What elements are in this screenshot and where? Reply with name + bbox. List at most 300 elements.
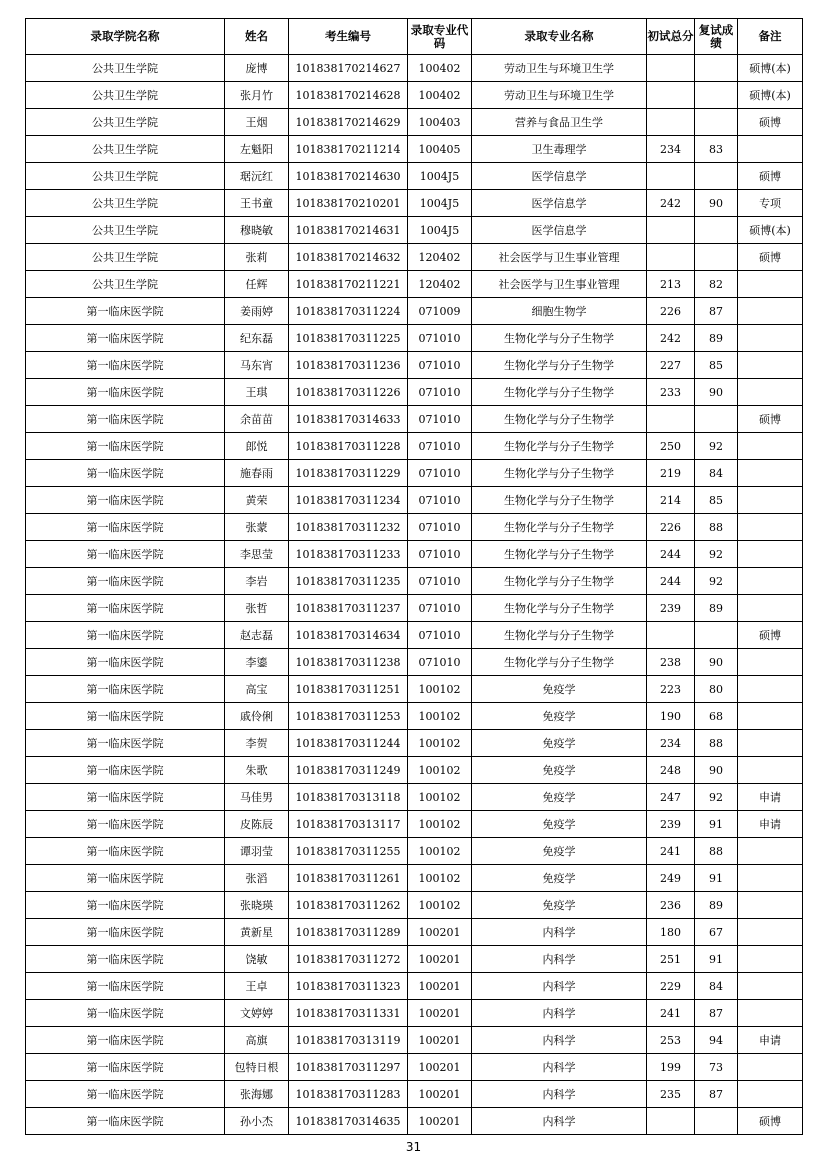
cell-initial-score: 234 — [647, 730, 695, 757]
cell-remarks — [738, 1081, 803, 1108]
cell-remarks — [738, 865, 803, 892]
cell-major-name: 内科学 — [472, 1027, 647, 1054]
cell-college: 公共卫生学院 — [26, 163, 225, 190]
cell-remarks — [738, 352, 803, 379]
cell-exam-id: 101838170311297 — [289, 1054, 408, 1081]
table-row — [26, 568, 803, 595]
cell-major-code: 100102 — [408, 784, 472, 811]
header-retest-score: 复试成绩 — [695, 19, 738, 55]
cell-exam-id: 101838170311224 — [289, 298, 408, 325]
cell-major-code: 100402 — [408, 82, 472, 109]
cell-initial-score: 219 — [647, 460, 695, 487]
table-row — [26, 298, 803, 325]
cell-name: 施春雨 — [225, 460, 289, 487]
cell-college: 第一临床医学院 — [26, 595, 225, 622]
table-row — [26, 109, 803, 136]
cell-retest-score: 90 — [695, 649, 738, 676]
cell-initial-score — [647, 406, 695, 433]
table-row — [26, 838, 803, 865]
cell-retest-score — [695, 163, 738, 190]
cell-retest-score: 84 — [695, 460, 738, 487]
cell-name: 琚沅红 — [225, 163, 289, 190]
cell-major-name: 劳动卫生与环境卫生学 — [472, 55, 647, 82]
cell-college: 第一临床医学院 — [26, 433, 225, 460]
cell-major-name: 免疫学 — [472, 703, 647, 730]
cell-remarks — [738, 757, 803, 784]
cell-name: 马佳男 — [225, 784, 289, 811]
table-row — [26, 433, 803, 460]
cell-college: 第一临床医学院 — [26, 730, 225, 757]
cell-major-code: 071010 — [408, 514, 472, 541]
cell-college: 第一临床医学院 — [26, 1054, 225, 1081]
cell-initial-score: 241 — [647, 838, 695, 865]
table-row — [26, 217, 803, 244]
cell-major-code: 120402 — [408, 244, 472, 271]
admissions-table — [25, 18, 803, 1135]
cell-retest-score — [695, 244, 738, 271]
cell-major-name: 生物化学与分子生物学 — [472, 379, 647, 406]
cell-initial-score: 253 — [647, 1027, 695, 1054]
cell-exam-id: 101838170311251 — [289, 676, 408, 703]
cell-college: 第一临床医学院 — [26, 352, 225, 379]
cell-exam-id: 101838170311272 — [289, 946, 408, 973]
cell-initial-score — [647, 622, 695, 649]
cell-major-name: 社会医学与卫生事业管理 — [472, 244, 647, 271]
cell-major-name: 内科学 — [472, 1108, 647, 1135]
cell-exam-id: 101838170314635 — [289, 1108, 408, 1135]
cell-remarks — [738, 298, 803, 325]
cell-name: 张哲 — [225, 595, 289, 622]
cell-retest-score: 88 — [695, 838, 738, 865]
cell-name: 郎悦 — [225, 433, 289, 460]
cell-major-code: 071010 — [408, 460, 472, 487]
cell-retest-score — [695, 622, 738, 649]
cell-remarks: 硕博 — [738, 163, 803, 190]
table-row — [26, 1000, 803, 1027]
cell-name: 王卓 — [225, 973, 289, 1000]
cell-name: 王书童 — [225, 190, 289, 217]
table-row — [26, 784, 803, 811]
cell-retest-score — [695, 82, 738, 109]
cell-initial-score — [647, 163, 695, 190]
cell-initial-score: 247 — [647, 784, 695, 811]
cell-college: 公共卫生学院 — [26, 109, 225, 136]
cell-name: 赵志磊 — [225, 622, 289, 649]
cell-college: 第一临床医学院 — [26, 514, 225, 541]
cell-retest-score: 90 — [695, 190, 738, 217]
table-row — [26, 55, 803, 82]
cell-name: 任辉 — [225, 271, 289, 298]
cell-major-name: 卫生毒理学 — [472, 136, 647, 163]
cell-major-code: 100405 — [408, 136, 472, 163]
cell-remarks — [738, 433, 803, 460]
cell-major-code: 071010 — [408, 649, 472, 676]
cell-initial-score — [647, 244, 695, 271]
cell-college: 公共卫生学院 — [26, 217, 225, 244]
cell-remarks: 硕博(本) — [738, 55, 803, 82]
header-initial-score: 初试总分 — [647, 19, 695, 55]
cell-college: 第一临床医学院 — [26, 919, 225, 946]
cell-major-name: 营养与食品卫生学 — [472, 109, 647, 136]
cell-retest-score: 92 — [695, 433, 738, 460]
table-body — [26, 55, 803, 1135]
cell-college: 公共卫生学院 — [26, 244, 225, 271]
cell-exam-id: 101838170311244 — [289, 730, 408, 757]
cell-major-name: 免疫学 — [472, 757, 647, 784]
cell-major-name: 生物化学与分子生物学 — [472, 433, 647, 460]
cell-initial-score: 226 — [647, 298, 695, 325]
cell-remarks — [738, 703, 803, 730]
cell-exam-id: 101838170311232 — [289, 514, 408, 541]
cell-retest-score: 89 — [695, 325, 738, 352]
cell-major-name: 内科学 — [472, 1054, 647, 1081]
cell-initial-score: 235 — [647, 1081, 695, 1108]
cell-initial-score: 251 — [647, 946, 695, 973]
cell-retest-score: 87 — [695, 1000, 738, 1027]
cell-exam-id: 101838170214631 — [289, 217, 408, 244]
cell-major-code: 100102 — [408, 757, 472, 784]
cell-exam-id: 101838170311255 — [289, 838, 408, 865]
cell-major-code: 071010 — [408, 541, 472, 568]
cell-name: 张月竹 — [225, 82, 289, 109]
cell-major-name: 生物化学与分子生物学 — [472, 514, 647, 541]
cell-name: 张莉 — [225, 244, 289, 271]
cell-initial-score: 250 — [647, 433, 695, 460]
cell-initial-score: 234 — [647, 136, 695, 163]
cell-exam-id: 101838170211214 — [289, 136, 408, 163]
table-row — [26, 541, 803, 568]
cell-initial-score: 229 — [647, 973, 695, 1000]
cell-retest-score: 92 — [695, 568, 738, 595]
cell-remarks: 硕博(本) — [738, 217, 803, 244]
cell-name: 孙小杰 — [225, 1108, 289, 1135]
cell-remarks: 申请 — [738, 784, 803, 811]
cell-exam-id: 101838170311253 — [289, 703, 408, 730]
header-remarks: 备注 — [738, 19, 803, 55]
cell-retest-score: 85 — [695, 487, 738, 514]
cell-major-name: 生物化学与分子生物学 — [472, 649, 647, 676]
cell-name: 高宝 — [225, 676, 289, 703]
cell-major-code: 071010 — [408, 352, 472, 379]
header-college: 录取学院名称 — [26, 19, 225, 55]
cell-college: 第一临床医学院 — [26, 379, 225, 406]
cell-remarks — [738, 730, 803, 757]
cell-college: 第一临床医学院 — [26, 622, 225, 649]
cell-initial-score: 242 — [647, 325, 695, 352]
cell-exam-id: 101838170311238 — [289, 649, 408, 676]
cell-major-name: 社会医学与卫生事业管理 — [472, 271, 647, 298]
cell-college: 第一临床医学院 — [26, 676, 225, 703]
cell-college: 第一临床医学院 — [26, 487, 225, 514]
cell-college: 第一临床医学院 — [26, 1027, 225, 1054]
cell-exam-id: 101838170311234 — [289, 487, 408, 514]
table-row — [26, 1054, 803, 1081]
cell-initial-score: 213 — [647, 271, 695, 298]
table-row — [26, 1027, 803, 1054]
cell-major-code: 100102 — [408, 838, 472, 865]
cell-major-name: 劳动卫生与环境卫生学 — [472, 82, 647, 109]
cell-major-name: 生物化学与分子生物学 — [472, 352, 647, 379]
table-row — [26, 730, 803, 757]
cell-remarks — [738, 946, 803, 973]
cell-major-name: 生物化学与分子生物学 — [472, 622, 647, 649]
cell-exam-id: 101838170311249 — [289, 757, 408, 784]
cell-retest-score: 84 — [695, 973, 738, 1000]
cell-remarks — [738, 487, 803, 514]
table-row — [26, 676, 803, 703]
cell-college: 第一临床医学院 — [26, 946, 225, 973]
cell-initial-score: 223 — [647, 676, 695, 703]
table-row — [26, 811, 803, 838]
cell-major-code: 100102 — [408, 865, 472, 892]
cell-remarks: 申请 — [738, 811, 803, 838]
cell-initial-score: 180 — [647, 919, 695, 946]
cell-college: 第一临床医学院 — [26, 568, 225, 595]
cell-college: 第一临床医学院 — [26, 1081, 225, 1108]
cell-major-code: 100402 — [408, 55, 472, 82]
cell-exam-id: 101838170214630 — [289, 163, 408, 190]
cell-major-code: 071010 — [408, 379, 472, 406]
cell-major-name: 医学信息学 — [472, 190, 647, 217]
cell-exam-id: 101838170314634 — [289, 622, 408, 649]
cell-name: 黄荣 — [225, 487, 289, 514]
cell-major-name: 免疫学 — [472, 784, 647, 811]
table-row — [26, 703, 803, 730]
cell-remarks — [738, 1054, 803, 1081]
table-row — [26, 136, 803, 163]
cell-retest-score: 87 — [695, 1081, 738, 1108]
cell-major-code: 100201 — [408, 1081, 472, 1108]
cell-major-name: 免疫学 — [472, 892, 647, 919]
cell-exam-id: 101838170313117 — [289, 811, 408, 838]
cell-name: 张蒙 — [225, 514, 289, 541]
cell-exam-id: 101838170311283 — [289, 1081, 408, 1108]
cell-name: 王烟 — [225, 109, 289, 136]
header-major-name: 录取专业名称 — [472, 19, 647, 55]
cell-exam-id: 101838170311237 — [289, 595, 408, 622]
cell-major-code: 071009 — [408, 298, 472, 325]
cell-retest-score: 92 — [695, 541, 738, 568]
cell-major-code: 100102 — [408, 703, 472, 730]
cell-major-code: 071010 — [408, 325, 472, 352]
cell-exam-id: 101838170214627 — [289, 55, 408, 82]
cell-initial-score: 249 — [647, 865, 695, 892]
table-row — [26, 1108, 803, 1135]
cell-college: 公共卫生学院 — [26, 190, 225, 217]
header-major-code: 录取专业代码 — [408, 19, 472, 55]
cell-major-code: 100201 — [408, 919, 472, 946]
cell-retest-score: 89 — [695, 595, 738, 622]
cell-exam-id: 101838170311289 — [289, 919, 408, 946]
cell-college: 第一临床医学院 — [26, 838, 225, 865]
header-row — [26, 19, 803, 55]
cell-name: 朱歌 — [225, 757, 289, 784]
cell-exam-id: 101838170311331 — [289, 1000, 408, 1027]
cell-initial-score: 226 — [647, 514, 695, 541]
cell-exam-id: 101838170311229 — [289, 460, 408, 487]
cell-exam-id: 101838170311233 — [289, 541, 408, 568]
cell-exam-id: 101838170311262 — [289, 892, 408, 919]
cell-major-name: 免疫学 — [472, 730, 647, 757]
cell-major-code: 100102 — [408, 892, 472, 919]
table-row — [26, 919, 803, 946]
cell-remarks — [738, 325, 803, 352]
cell-major-code: 1004J5 — [408, 163, 472, 190]
cell-name: 高旗 — [225, 1027, 289, 1054]
cell-exam-id: 101838170311323 — [289, 973, 408, 1000]
cell-major-code: 071010 — [408, 487, 472, 514]
cell-initial-score: 238 — [647, 649, 695, 676]
cell-name: 黄新星 — [225, 919, 289, 946]
cell-retest-score: 90 — [695, 757, 738, 784]
cell-major-name: 生物化学与分子生物学 — [472, 541, 647, 568]
cell-retest-score: 94 — [695, 1027, 738, 1054]
cell-name: 谭羽莹 — [225, 838, 289, 865]
table-row — [26, 271, 803, 298]
table-row — [26, 82, 803, 109]
cell-name: 李思莹 — [225, 541, 289, 568]
cell-remarks: 硕博 — [738, 1108, 803, 1135]
cell-name: 马东宵 — [225, 352, 289, 379]
cell-major-code: 120402 — [408, 271, 472, 298]
cell-remarks — [738, 649, 803, 676]
cell-retest-score — [695, 217, 738, 244]
cell-remarks — [738, 892, 803, 919]
cell-major-name: 内科学 — [472, 946, 647, 973]
cell-major-name: 细胞生物学 — [472, 298, 647, 325]
cell-name: 李贺 — [225, 730, 289, 757]
table-row — [26, 190, 803, 217]
cell-college: 公共卫生学院 — [26, 55, 225, 82]
cell-name: 戚伶俐 — [225, 703, 289, 730]
cell-remarks — [738, 1000, 803, 1027]
table-row — [26, 325, 803, 352]
cell-college: 公共卫生学院 — [26, 82, 225, 109]
cell-major-code: 100102 — [408, 811, 472, 838]
table-row — [26, 622, 803, 649]
cell-remarks — [738, 919, 803, 946]
table-row — [26, 379, 803, 406]
cell-remarks — [738, 838, 803, 865]
table-row — [26, 973, 803, 1000]
cell-exam-id: 101838170311261 — [289, 865, 408, 892]
cell-major-code: 100201 — [408, 1000, 472, 1027]
table-row — [26, 460, 803, 487]
cell-remarks — [738, 595, 803, 622]
cell-major-name: 免疫学 — [472, 838, 647, 865]
cell-major-name: 内科学 — [472, 973, 647, 1000]
cell-remarks: 硕博 — [738, 244, 803, 271]
cell-retest-score: 88 — [695, 514, 738, 541]
cell-major-code: 1004J5 — [408, 190, 472, 217]
cell-college: 第一临床医学院 — [26, 298, 225, 325]
cell-major-code: 100201 — [408, 1108, 472, 1135]
cell-college: 第一临床医学院 — [26, 406, 225, 433]
cell-retest-score: 80 — [695, 676, 738, 703]
cell-remarks: 硕博 — [738, 109, 803, 136]
page-number: 31 — [405, 1140, 422, 1154]
cell-major-name: 免疫学 — [472, 811, 647, 838]
cell-exam-id: 101838170214628 — [289, 82, 408, 109]
cell-initial-score: 248 — [647, 757, 695, 784]
cell-exam-id: 101838170210201 — [289, 190, 408, 217]
cell-major-code: 071010 — [408, 568, 472, 595]
cell-exam-id: 101838170214632 — [289, 244, 408, 271]
cell-college: 公共卫生学院 — [26, 136, 225, 163]
table-row — [26, 595, 803, 622]
cell-remarks: 专项 — [738, 190, 803, 217]
cell-remarks — [738, 541, 803, 568]
cell-major-code: 1004J5 — [408, 217, 472, 244]
cell-major-code: 100102 — [408, 730, 472, 757]
cell-college: 第一临床医学院 — [26, 892, 225, 919]
cell-retest-score: 92 — [695, 784, 738, 811]
cell-initial-score: 233 — [647, 379, 695, 406]
cell-exam-id: 101838170311228 — [289, 433, 408, 460]
cell-retest-score — [695, 1108, 738, 1135]
cell-initial-score: 236 — [647, 892, 695, 919]
cell-major-name: 生物化学与分子生物学 — [472, 406, 647, 433]
table-row — [26, 487, 803, 514]
cell-initial-score: 244 — [647, 568, 695, 595]
cell-initial-score — [647, 1108, 695, 1135]
table-row — [26, 757, 803, 784]
cell-initial-score: 239 — [647, 595, 695, 622]
cell-initial-score — [647, 55, 695, 82]
cell-exam-id: 101838170311236 — [289, 352, 408, 379]
cell-major-name: 免疫学 — [472, 865, 647, 892]
cell-retest-score: 68 — [695, 703, 738, 730]
cell-retest-score — [695, 109, 738, 136]
cell-exam-id: 101838170314633 — [289, 406, 408, 433]
cell-name: 穆晓敏 — [225, 217, 289, 244]
cell-college: 第一临床医学院 — [26, 973, 225, 1000]
cell-remarks: 硕博 — [738, 406, 803, 433]
cell-retest-score: 91 — [695, 865, 738, 892]
cell-remarks — [738, 136, 803, 163]
cell-remarks: 硕博(本) — [738, 82, 803, 109]
cell-college: 第一临床医学院 — [26, 649, 225, 676]
cell-name: 张海娜 — [225, 1081, 289, 1108]
cell-retest-score: 67 — [695, 919, 738, 946]
cell-initial-score: 227 — [647, 352, 695, 379]
cell-major-name: 生物化学与分子生物学 — [472, 487, 647, 514]
cell-retest-score: 91 — [695, 946, 738, 973]
cell-exam-id: 101838170311226 — [289, 379, 408, 406]
cell-name: 庞博 — [225, 55, 289, 82]
cell-major-code: 071010 — [408, 433, 472, 460]
cell-college: 第一临床医学院 — [26, 1000, 225, 1027]
cell-name: 余苗苗 — [225, 406, 289, 433]
cell-exam-id: 101838170311225 — [289, 325, 408, 352]
cell-major-name: 内科学 — [472, 1081, 647, 1108]
cell-name: 纪东磊 — [225, 325, 289, 352]
cell-remarks — [738, 460, 803, 487]
cell-name: 张滔 — [225, 865, 289, 892]
header-name: 姓名 — [225, 19, 289, 55]
cell-college: 第一临床医学院 — [26, 541, 225, 568]
table-row — [26, 163, 803, 190]
cell-college: 第一临床医学院 — [26, 703, 225, 730]
table-row — [26, 244, 803, 271]
cell-remarks — [738, 379, 803, 406]
cell-exam-id: 101838170211221 — [289, 271, 408, 298]
cell-remarks — [738, 514, 803, 541]
table-row — [26, 1081, 803, 1108]
cell-retest-score: 73 — [695, 1054, 738, 1081]
cell-retest-score — [695, 55, 738, 82]
table-row — [26, 649, 803, 676]
